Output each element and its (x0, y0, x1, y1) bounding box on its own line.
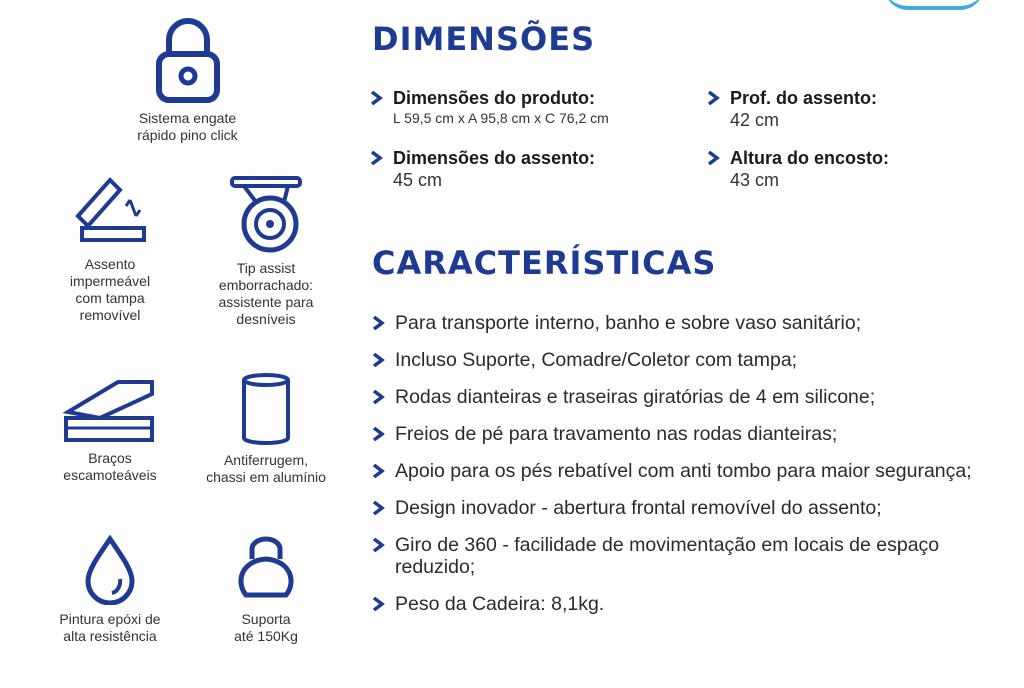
chevron-right-icon (371, 501, 385, 515)
characteristics-list (395, 312, 1005, 630)
feature-label: Sistema engate rápido pino click (137, 110, 238, 143)
list-item (395, 460, 1005, 482)
list-item (395, 312, 1005, 334)
chevron-right-icon (371, 353, 385, 367)
dimension-label: Altura do encosto: (730, 148, 890, 168)
dimension-label: Dimensões do assento: (393, 148, 596, 168)
dimension-item (730, 148, 889, 191)
list-item (395, 497, 1005, 519)
chevron-right-icon (706, 91, 720, 105)
chevron-right-icon (371, 316, 385, 330)
dimension-value: 42 cm (730, 110, 780, 130)
chevron-right-icon (371, 427, 385, 441)
folding-arm-icon (60, 372, 160, 444)
list-item-text: Rodas dianteiras e traseiras giratórias de 4 em silicone; (395, 386, 876, 408)
feature-label: Pintura epóxi de alta resistência (59, 611, 161, 644)
dimension-value: 45 cm (393, 170, 443, 190)
chevron-right-icon (371, 597, 385, 611)
list-item-text: Apoio para os pés rebatível com anti tombo para maior segurança; (395, 460, 972, 482)
list-item (395, 593, 1005, 615)
feature-label: Tip assist emborrachado: assistente para desníveis (218, 260, 314, 327)
water-drop-icon (82, 535, 138, 605)
chevron-right-icon (706, 151, 720, 165)
feature-label: Assento impermeável com tampa removível (69, 256, 151, 323)
feature-label: Antiferrugem, chassi em alumínio (206, 452, 326, 485)
feature-icons-panel (0, 0, 360, 688)
aluminum-tube-icon (238, 372, 294, 446)
list-item (395, 349, 1005, 371)
corner-decoration (884, 0, 984, 10)
feature-arms (35, 372, 185, 484)
dimension-value: 43 cm (730, 170, 780, 190)
caster-wheel-icon (226, 172, 306, 254)
list-item-text: Para transporte interno, banho e sobre vaso sanitário; (395, 312, 862, 334)
characteristics-title: CARACTERÍSTICAS (372, 244, 717, 282)
dimensions-title: DIMENSÕES (372, 20, 596, 58)
chevron-right-icon (369, 151, 383, 165)
feature-label: Braços escamoteáveis (63, 450, 157, 483)
folding-seat-icon (70, 172, 150, 250)
feature-seat (35, 172, 185, 324)
dimension-item (730, 88, 877, 131)
dimension-item (393, 88, 609, 126)
list-item-text: Design inovador - abertura frontal removível do assento; (395, 497, 882, 519)
feature-label: Suporta até 150Kg (234, 611, 298, 644)
feature-padlock (105, 18, 270, 144)
feature-load (186, 535, 346, 645)
padlock-icon (153, 18, 223, 104)
feature-paint (35, 535, 185, 645)
kettlebell-icon (234, 535, 298, 605)
dimension-value: L 59,5 cm x A 95,8 cm x C 76,2 cm (393, 110, 609, 126)
feature-chassis (186, 372, 346, 486)
chevron-right-icon (371, 538, 385, 552)
chevron-right-icon (369, 91, 383, 105)
chevron-right-icon (371, 390, 385, 404)
dimension-label: Dimensões do produto: (393, 88, 595, 108)
list-item (395, 534, 1005, 578)
list-item-text: Giro de 360 - facilidade de movimentação em locais de espaço reduzido; (395, 534, 940, 578)
list-item (395, 386, 1005, 408)
dimension-label: Prof. do assento: (730, 88, 878, 108)
list-item (395, 423, 1005, 445)
list-item-text: Incluso Suporte, Comadre/Coletor com tampa; (395, 349, 798, 371)
list-item-text: Freios de pé para travamento nas rodas dianteiras; (395, 423, 838, 445)
feature-caster (186, 172, 346, 328)
dimension-item (393, 148, 595, 191)
chevron-right-icon (371, 464, 385, 478)
list-item-text: Peso da Cadeira: 8,1kg. (395, 593, 605, 615)
